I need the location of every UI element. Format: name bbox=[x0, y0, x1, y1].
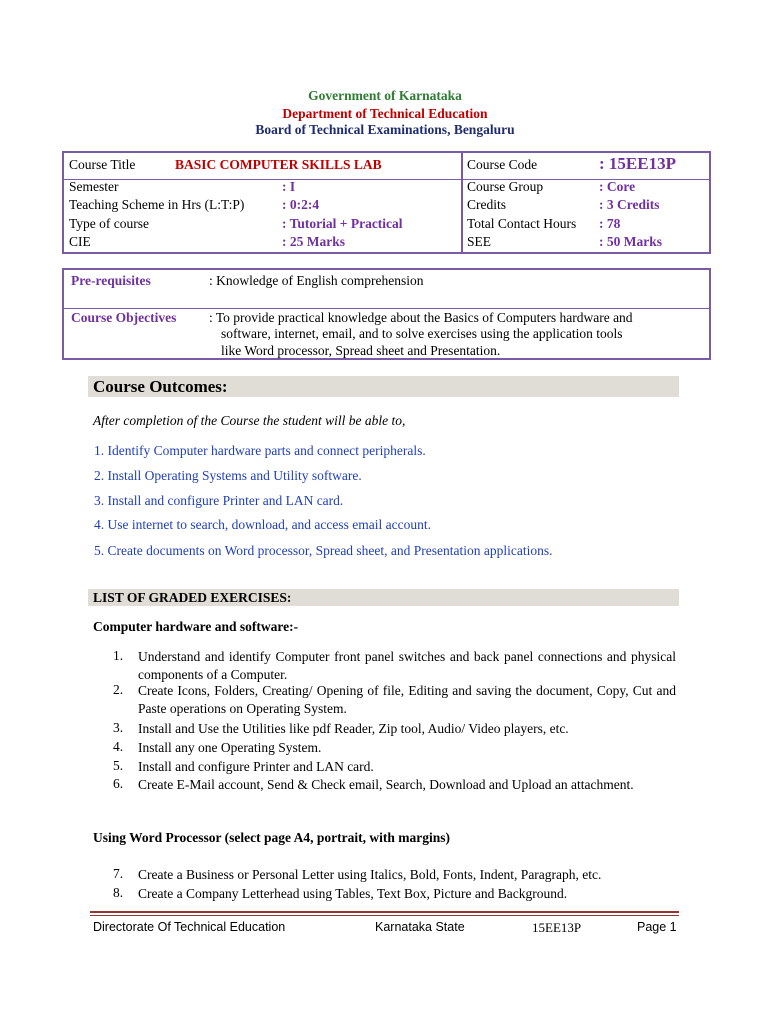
prereq-row-divider bbox=[64, 308, 709, 309]
cie-label: CIE bbox=[69, 234, 91, 249]
exercise-number: 8. bbox=[113, 885, 124, 900]
course-title-label: Course Title bbox=[69, 157, 136, 172]
exercise-number: 3. bbox=[113, 720, 124, 735]
outcome-item: 4. Use internet to search, download, and access email account. bbox=[94, 517, 431, 532]
outcome-item: 1. Identify Computer hardware parts and connect peripherals. bbox=[94, 443, 426, 458]
cie-value: : 25 Marks bbox=[282, 234, 345, 249]
exercises-subheading-word: Using Word Processor (select page A4, portrait, with margins) bbox=[93, 830, 450, 845]
exercise-number: 1. bbox=[113, 648, 124, 663]
exercise-item: Install and Use the Utilities like pdf Reader, Zip tool, Audio/ Video players, etc. bbox=[138, 721, 569, 736]
outcome-item: 2. Install Operating Systems and Utility software. bbox=[94, 468, 362, 483]
course-code-value: : 15EE13P bbox=[599, 154, 676, 173]
semester-label: Semester bbox=[69, 179, 119, 194]
footer-rule bbox=[90, 911, 679, 913]
objectives-label: Course Objectives bbox=[71, 310, 177, 325]
exercise-item: Install any one Operating System. bbox=[138, 740, 322, 755]
footer-rule-thin bbox=[90, 915, 679, 916]
course-type-label: Type of course bbox=[69, 216, 150, 231]
exercise-item: Understand and identify Computer front panel switches and back panel connections and physical components of a Computer. bbox=[138, 649, 676, 682]
exercise-number: 5. bbox=[113, 758, 124, 773]
course-code-label: Course Code bbox=[467, 157, 538, 172]
see-value: : 50 Marks bbox=[599, 234, 662, 249]
objectives-line-2: software, internet, email, and to solve exercises using the application tools bbox=[221, 326, 623, 341]
table-divider bbox=[461, 153, 463, 252]
footer-state: Karnataka State bbox=[375, 920, 465, 934]
contact-hours-label: Total Contact Hours bbox=[467, 216, 577, 231]
contact-hours-value: : 78 bbox=[599, 216, 621, 231]
prerequisites-value: : Knowledge of English comprehension bbox=[209, 273, 424, 288]
course-group-label: Course Group bbox=[467, 179, 544, 194]
exercise-number: 7. bbox=[113, 866, 124, 881]
prerequisites-label: Pre-requisites bbox=[71, 273, 151, 288]
credits-value: : 3 Credits bbox=[599, 197, 660, 212]
exercise-item: Create a Business or Personal Letter using Italics, Bold, Fonts, Indent, Paragraph, etc. bbox=[138, 867, 602, 882]
exercises-heading: LIST OF GRADED EXERCISES: bbox=[93, 590, 292, 605]
course-type-value: : Tutorial + Practical bbox=[282, 216, 403, 231]
credits-label: Credits bbox=[467, 197, 506, 212]
exercise-number: 6. bbox=[113, 776, 124, 791]
outcomes-intro: After completion of the Course the student will be able to, bbox=[93, 413, 406, 428]
outcome-item: 5. Create documents on Word processor, Spread sheet, and Presentation applications. bbox=[94, 543, 553, 558]
footer-directorate: Directorate Of Technical Education bbox=[93, 920, 286, 934]
see-label: SEE bbox=[467, 234, 492, 249]
semester-value: : I bbox=[282, 179, 296, 194]
header-board: Board of Technical Examinations, Bengaluru bbox=[255, 122, 515, 137]
header-department: Department of Technical Education bbox=[282, 106, 488, 121]
outcome-item: 3. Install and configure Printer and LAN card. bbox=[94, 493, 344, 508]
exercise-number: 2. bbox=[113, 682, 124, 697]
outcomes-heading: Course Outcomes: bbox=[93, 377, 228, 396]
teaching-scheme-value: : 0:2:4 bbox=[282, 197, 320, 212]
course-group-value: : Core bbox=[599, 179, 636, 194]
footer-page-number: Page 1 bbox=[637, 920, 677, 934]
course-title-value: BASIC COMPUTER SKILLS LAB bbox=[175, 157, 382, 172]
exercise-number: 4. bbox=[113, 739, 124, 754]
exercise-item: Create E-Mail account, Send & Check email, Search, Download and Upload an attachment. bbox=[138, 777, 634, 792]
header-govt: Government of Karnataka bbox=[308, 88, 462, 103]
exercise-item: Install and configure Printer and LAN card. bbox=[138, 759, 374, 774]
footer-code: 15EE13P bbox=[532, 920, 582, 935]
exercise-item: Create Icons, Folders, Creating/ Opening of file, Editing and saving the document, Copy, Cut and Paste operations on Operating System. bbox=[138, 683, 676, 716]
objectives-line-1: : To provide practical knowledge about the Basics of Computers hardware and bbox=[209, 310, 633, 325]
exercises-subheading-hardware: Computer hardware and software:- bbox=[93, 619, 299, 634]
objectives-line-3: like Word processor, Spread sheet and Presentation. bbox=[221, 343, 501, 358]
teaching-scheme-label: Teaching Scheme in Hrs (L:T:P) bbox=[69, 197, 245, 212]
exercise-item: Create a Company Letterhead using Tables, Text Box, Picture and Background. bbox=[138, 886, 568, 901]
